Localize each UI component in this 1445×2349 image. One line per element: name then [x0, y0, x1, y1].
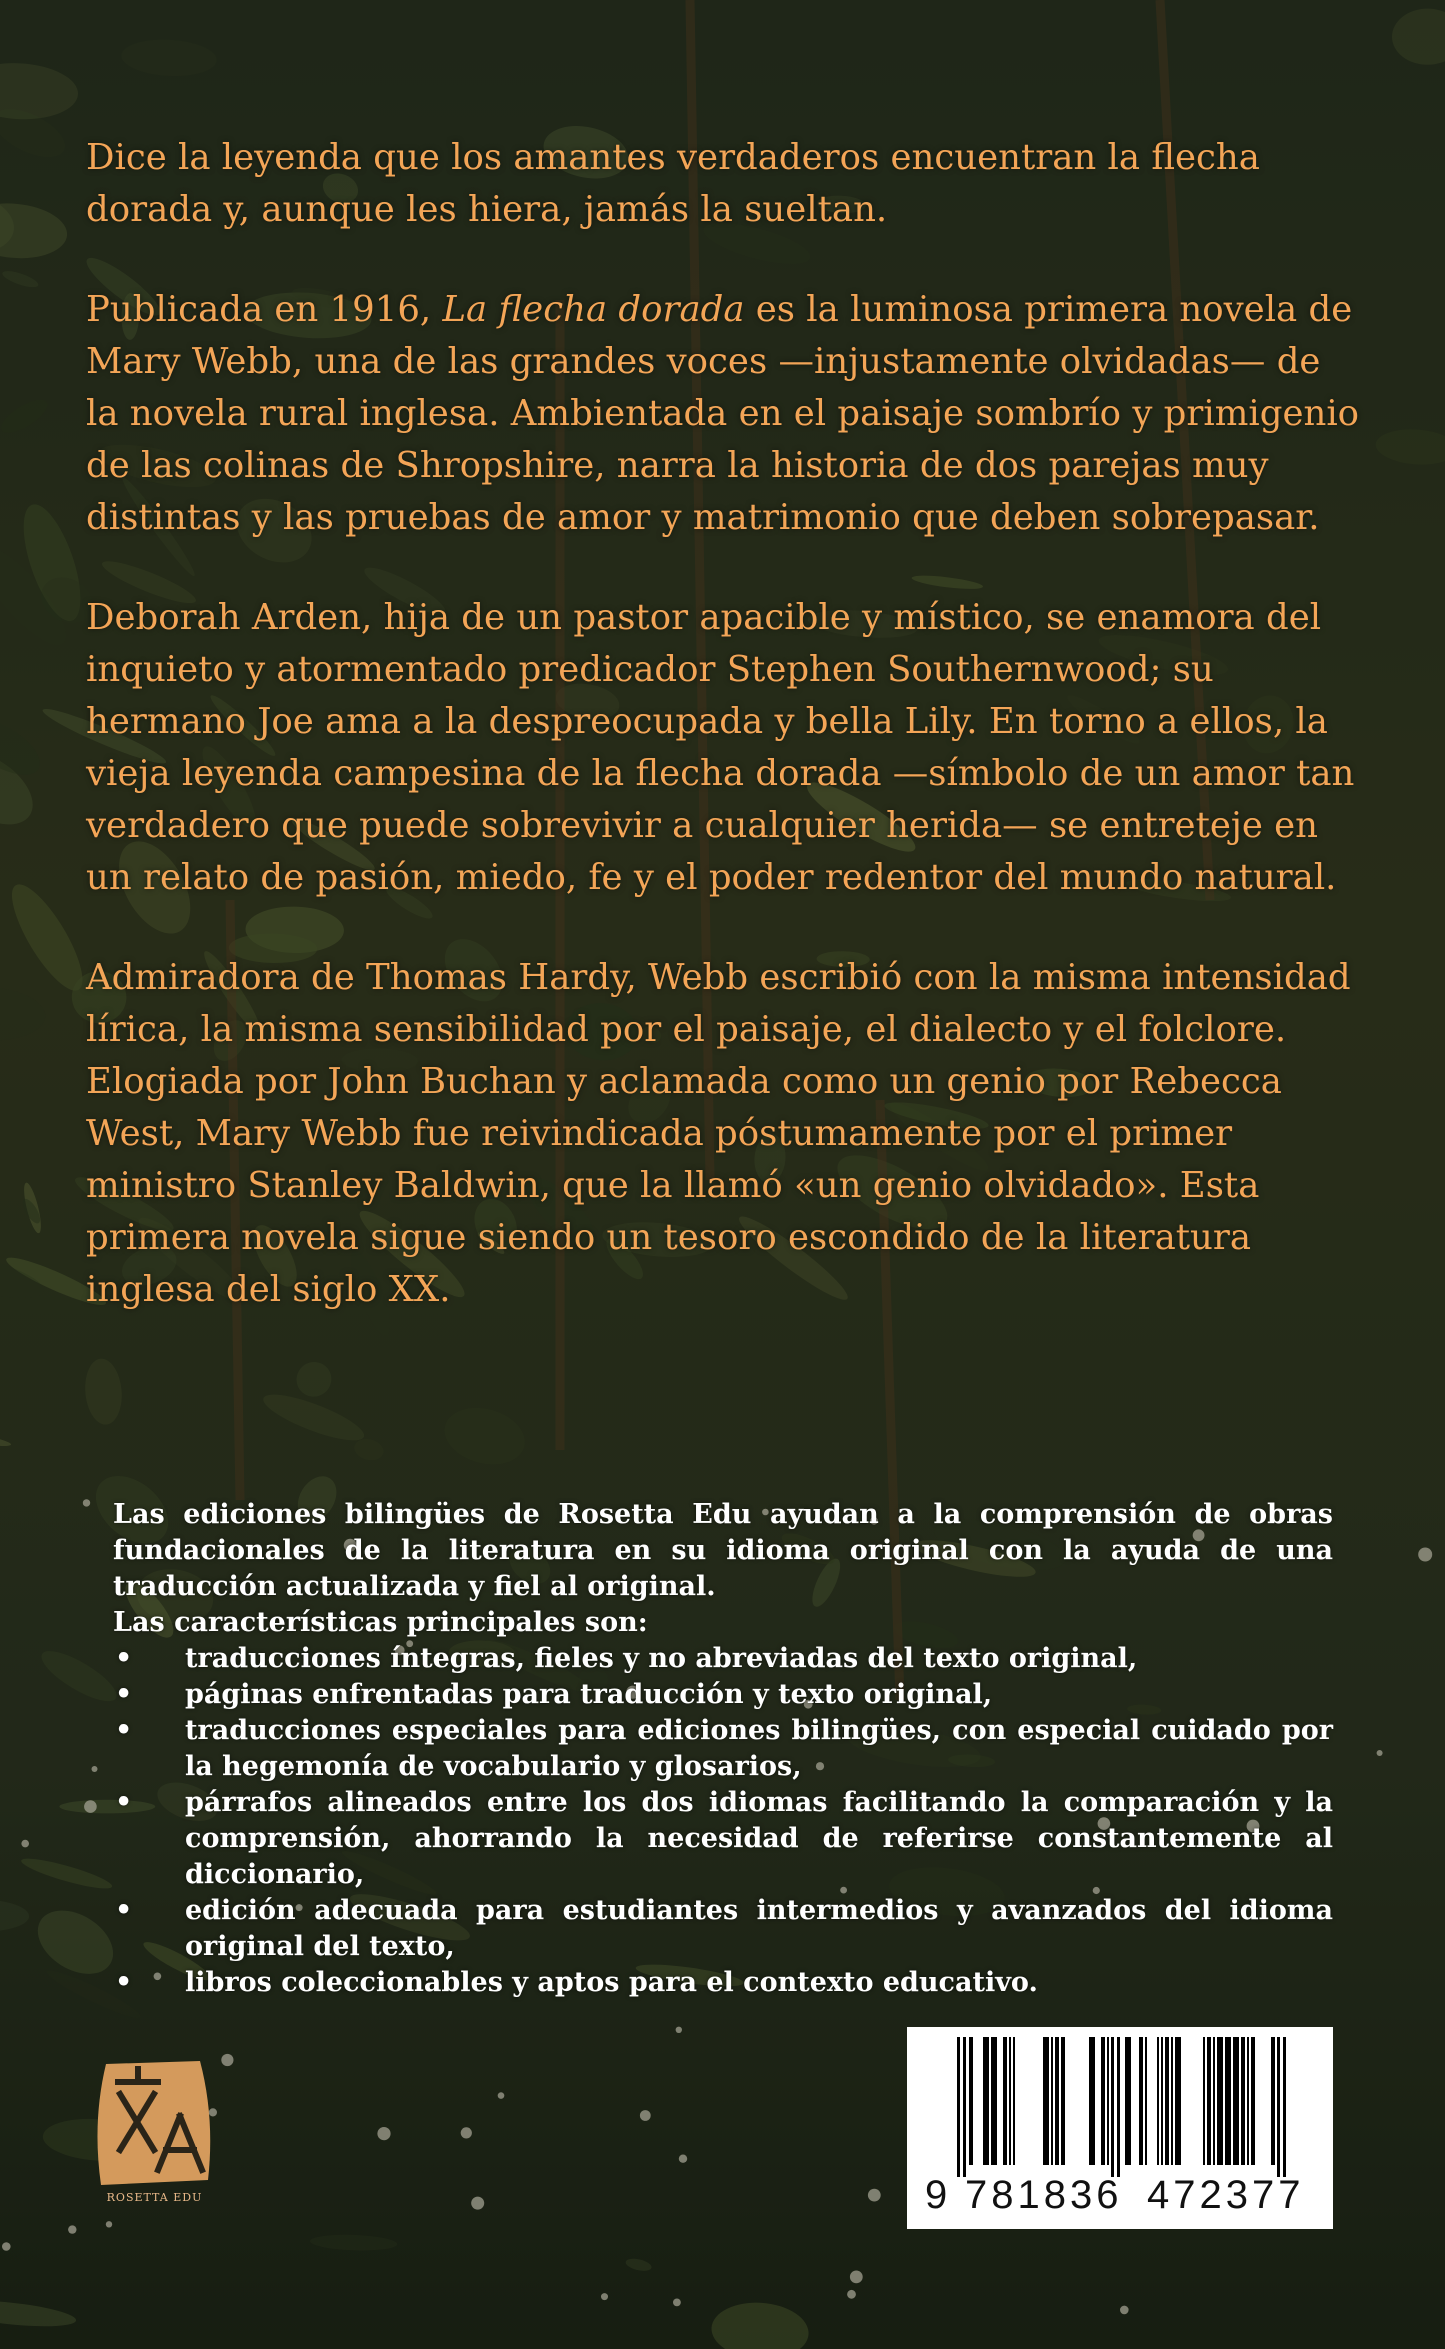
series-description	[113, 1497, 1333, 2001]
feature-item	[113, 1641, 1333, 1677]
isbn-group-1: 781836	[965, 2173, 1123, 2217]
synopsis-paragraph-4: Admiradora de Thomas Hardy, Webb escribió con la misma intensidad lírica, la misma sensibilidad por el paisaje, el dialecto y el folclore. Elogiada por John Buchan y aclamada como un genio por Rebecca West, Mary Webb fue reivindicada póstumamente por el primer ministro Stanley Baldwin, que la llamó «un genio olvidado». Esta primera novela sigue siendo un tesoro escondido de la literatura inglesa del siglo XX.	[86, 957, 1351, 1310]
synopsis-text: es la luminosa primera novela de Mary Webb, una de las grandes voces —injustamente olvidadas— de la novela rural inglesa. Ambientada en el paisaje sombrío y primigenio de las colinas de Shropshire, narra la historia de dos parejas muy distintas y las pruebas de amor y matrimonio que deben sobrepasar.	[86, 289, 1360, 538]
translate-xa-icon	[92, 2058, 217, 2188]
publisher-name: ROSETTA EDU	[106, 2191, 203, 2204]
feature-text: páginas enfrentadas para traducción y texto original,	[185, 1679, 993, 1710]
feature-item	[113, 1893, 1333, 1965]
features-heading: Las características principales son:	[113, 1607, 648, 1638]
bullet-icon: •	[115, 1787, 133, 1818]
feature-item	[113, 1785, 1333, 1893]
feature-text: párrafos alineados entre los dos idiomas facilitando la comparación y la comprensión, ahorrando la necesidad de referirse constantemente al diccionario,	[185, 1787, 1333, 1890]
barcode-bars	[929, 2037, 1311, 2177]
bullet-icon: •	[115, 1967, 133, 1998]
synopsis	[86, 132, 1361, 1316]
feature-text: libros coleccionables y aptos para el contexto educativo.	[185, 1967, 1038, 1998]
series-intro: Las ediciones bilingües de Rosetta Edu ayudan a la comprensión de obras fundacionales de la literatura en su idioma original con la ayuda de una traducción actualizada y fiel al original.	[113, 1499, 1333, 1602]
feature-item	[113, 1713, 1333, 1785]
synopsis-paragraph-2	[86, 284, 1361, 544]
isbn-lead-digit: 9	[925, 2173, 948, 2217]
bullet-icon: •	[115, 1679, 133, 1710]
features-list	[113, 1641, 1333, 2001]
bullet-icon: •	[115, 1715, 133, 1746]
feature-text: traducciones especiales para ediciones bilingües, con especial cuidado por la hegemonía de vocabulario y glosarios,	[185, 1715, 1333, 1782]
synopsis-text: Publicada en 1916,	[86, 289, 443, 330]
feature-item	[113, 1965, 1333, 2001]
bullet-icon: •	[115, 1895, 133, 1926]
synopsis-paragraph-3: Deborah Arden, hija de un pastor apacible y místico, se enamora del inquieto y atormentado predicador Stephen Southernwood; su hermano Joe ama a la despreocupada y bella Lily. En torno a ellos, la vieja leyenda campesina de la flecha dorada —símbolo de un amor tan verdadero que puede sobrevivir a cualquier herida— se entreteje en un relato de pasión, miedo, fe y el poder redentor del mundo natural.	[86, 597, 1355, 898]
feature-text: traducciones íntegras, fieles y no abreviadas del texto original,	[185, 1643, 1138, 1674]
publisher-logo	[92, 2058, 217, 2204]
book-title: La flecha dorada	[442, 289, 745, 330]
bullet-icon: •	[115, 1643, 133, 1674]
feature-text: edición adecuada para estudiantes intermedios y avanzados del idioma original del texto,	[185, 1895, 1333, 1962]
feature-item	[113, 1677, 1333, 1713]
isbn-number	[907, 2173, 1333, 2223]
isbn-barcode	[907, 2027, 1333, 2229]
synopsis-paragraph-1: Dice la leyenda que los amantes verdaderos encuentran la flecha dorada y, aunque les hiera, jamás la sueltan.	[86, 137, 1260, 230]
isbn-group-2: 472377	[1147, 2173, 1305, 2217]
